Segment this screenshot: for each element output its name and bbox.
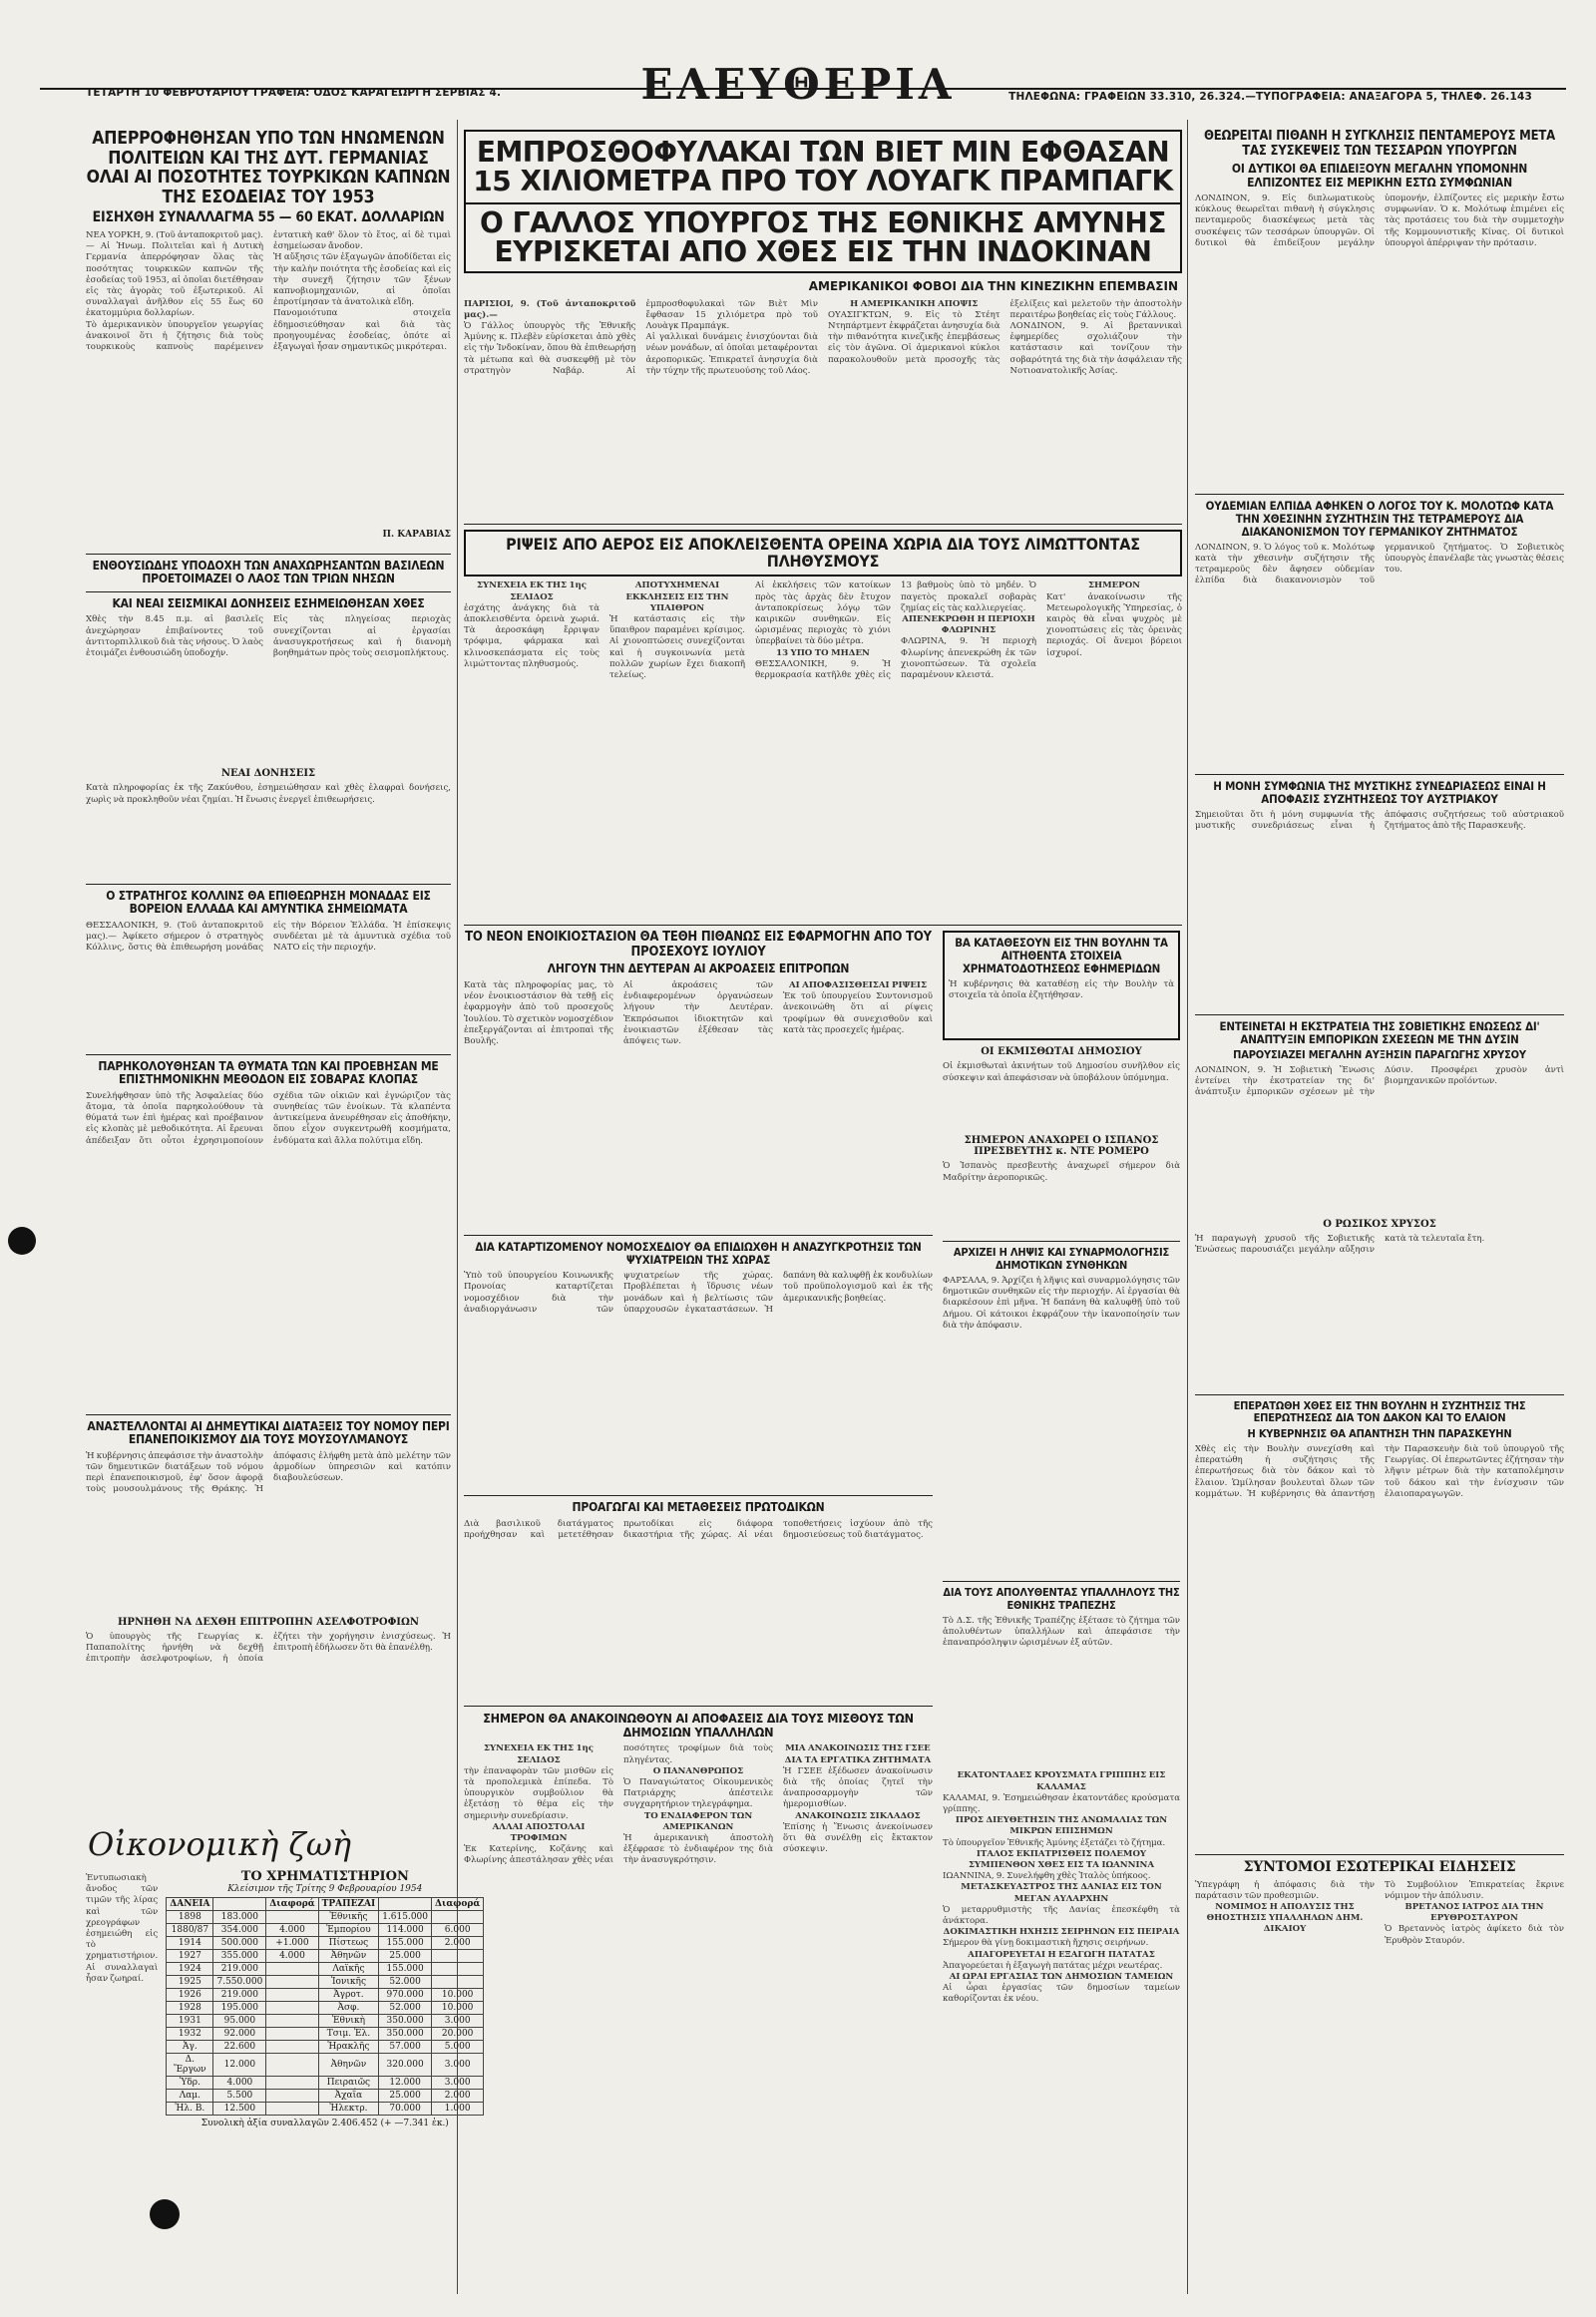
article-body: Ἡ παραγωγὴ χρυσοῦ τῆς Σοβιετικῆς Ἑνώσεως παρουσιάζει μεγάλην αὔξησιν κατὰ τὰ τελευταῖα ἔτη. [1195, 1234, 1485, 1256]
masthead-rule [40, 88, 1566, 90]
headline: ΔΙΑ ΚΑΤΑΡΤΙΖΟΜΕΝΟΥ ΝΟΜΟΣΧΕΔΙΟΥ ΘΑ ΕΠΙΔΙΩΧΘΗ Η ΑΝΑΖΥΓΚΡΟΤΗΣΙΣ ΤΩΝ ΨΥΧΙΑΤΡΕΙΩΝ ΤΗΣ ΧΩΡΑΣ [475, 1240, 922, 1268]
market-date: Κλείσιμον τῆς Τρίτης 9 Φεβρουαρίου 1954 [227, 1884, 423, 1894]
market-cell: 20.000 [432, 2028, 484, 2041]
market-cell: 4.000 [266, 1950, 318, 1963]
subheadline: ΠΑΡΟΥΣΙΑΖΕΙ ΜΕΓΑΛΗΝ ΑΥΞΗΣΙΝ ΠΑΡΑΓΩΓΗΣ ΧΡΥΣΟΥ [1233, 1047, 1526, 1061]
market-cell: 3.000 [432, 2015, 484, 2028]
kicker: ΒΡΕΤΑΝΟΣ ΙΑΤΡΟΣ ΔΙΑ ΤΗΝ ΕΡΥΘΡΟΣΤΑΥΡΟΝ [1404, 1902, 1544, 1924]
col-header: ΤΡΑΠΕΖΑΙ [318, 1898, 379, 1911]
market-cell: 5.000 [432, 2041, 484, 2054]
kicker: ΠΡΟΣ ΔΙΕΥΘΕΤΗΣΙΝ ΤΗΣ ΑΝΩΜΑΛΙΑΣ ΤΩΝ ΜΙΚΡΩΝ ΕΠΙΣΗΜΩΝ [955, 1815, 1168, 1837]
article-body: Χθὲς τὴν 8.45 π.μ. αἱ βασιλεῖς ἀνεχώρησαν ἐπιβαίνοντες τοῦ ἀντιτορπιλλικοῦ διὰ τὰς νήσους. Ὁ λαὸς ἑτοιμάζει ἐνθουσιώδη ὑποδοχήν. Εἰς τὰς πληγείσας περιοχὰς συνεχίζονται αἱ ἐργασίαι ἀνασυγκροτήσεως καὶ ἡ διανομὴ βοηθημάτων πρὸς τοὺς σεισμοπλήκτους. [86, 614, 451, 658]
market-cell: Ἀγροτ. [318, 1989, 379, 2002]
market-cell: Ἰονικῆς [318, 1976, 379, 1989]
masthead-left: ΤΕΤΑΡΤΗ 10 ΦΕΒΡΟΥΑΡΙΟΥ ΓΡΑΦΕΙΑ: ΟΔΟΣ ΚΑΡΑΓΕΩΡΓΗ ΣΕΡΒΙΑΣ 4. [86, 87, 502, 99]
market-cell: Λαϊκῆς [318, 1963, 379, 1976]
article-body: Τὸ Δ.Σ. τῆς Ἐθνικῆς Τραπέζης ἐξέτασε τὸ ζήτημα τῶν ἀπολυθέντων ὑπαλλήλων καὶ ἀπεφάσισε τὴν ἐπαναπρόσληψιν ὡρισμένων ἐξ αὐτῶν. [943, 1616, 1180, 1649]
article-thefts [86, 1060, 451, 1409]
lead-story [464, 299, 1182, 519]
article-body: Κατὰ πληροφορίας ἐκ τῆς Ζακύνθου, ἐσημειώθησαν καὶ χθὲς ἐλαφραὶ δονήσεις, χωρὶς νὰ προκληθοῦν νέαι ζημίαι. Ἡ ἕνωσις ἐνεργεῖ ἐπιθεωρήσεις. [86, 783, 451, 805]
market-cell: 114.000 [379, 1924, 432, 1937]
market-cell: 2.000 [432, 2090, 484, 2103]
market-cell: 1924 [167, 1963, 213, 1976]
market-cell: 1926 [167, 1989, 213, 2002]
market-cell: 25.000 [379, 2090, 432, 2103]
divider [1195, 1854, 1564, 1855]
market-cell: Ἡρακλῆς [318, 2041, 379, 2054]
market-cell: 25.000 [379, 1950, 432, 1963]
market-cell: 183.000 [213, 1911, 266, 1924]
article-body: ΕΚΑΤΟΝΤΑΔΕΣ ΚΡΟΥΣΜΑΤΑ ΓΡΙΠΠΗΣ ΕΙΣ ΚΑΛΑΜΑΣ ΚΑΛΑΜΑΙ, 9. Ἐσημειώθησαν ἑκατοντάδες κρούσματα γρίππης. ΠΡΟΣ ΔΙΕΥΘΕΤΗΣΙΝ ΤΗΣ ΑΝΩΜΑΛΙΑΣ ΤΩΝ ΜΙΚΡΩΝ ΕΠΙΣΗΜΩΝ Τὸ ὑπουργεῖον Ἐθνικῆς Ἀμύνης ἐξετάζει τὸ ζήτημα. ΙΤΑΛΟΣ ΕΚΠΑΤΡΙΣΘΕΙΣ ΠΟΛΕΜΟΥ ΣΥΜΠΕΝΘΟΝ ΧΘΕΣ ΕΙΣ ΤΑ ΙΩΑΝΝΙΝΑ ΙΩΑΝΝΙΝΑ, 9. Συνελήφθη χθὲς Ἰταλὸς ὑπήκοος. ΜΕΤΑΣΚΕΥΑΣΤΡΟΣ ΤΗΣ ΔΑΝΙΑΣ ΕΙΣ ΤΟΝ ΜΕΓΑΝ ΑΥΛΑΡΧΗΝ Ὁ μεταρρυθμιστὴς τῆς Δανίας ἐπεσκέφθη τὰ ἀνάκτορα. ΔΟΚΙΜΑΣΤΙΚΗ ΗΧΗΣΙΣ ΣΕΙΡΗΝΩΝ ΕΙΣ ΠΕΙΡΑΙΑ Σήμερον θὰ γίνῃ δοκιμαστικὴ ἤχησις σειρήνων. ΑΠΑΓΟΡΕΥΕΤΑΙ Η ΕΞΑΓΩΓΗ ΠΑΤΑΤΑΣ Ἀπαγορεύεται ἡ ἐξαγωγὴ πατάτας μέχρι νεωτέρας. ΑΙ ΩΡΑΙ ΕΡΓΑΣΙΑΣ ΤΩΝ ΔΗΜΟΣΙΩΝ ΤΑΜΕΙΩΝ Αἱ ὧραι ἐργασίας τῶν δημοσίων ταμείων καθορίζονται ἐκ νέου. [943, 1770, 1180, 2005]
article-body: Ὁ ὑπουργὸς τῆς Γεωργίας κ. Παπαπολίτης ἠρνήθη νὰ δεχθῇ ἐπιτροπὴν ἀσελφοτροφίων, ἡ ὁποία ἐζήτει τὴν χορήγησιν ἐνισχύσεως. Ἡ ἐπιτροπὴ ἐδήλωσεν ὅτι θὰ ἐπανέλθῃ. [86, 1631, 451, 1665]
market-cell [266, 2002, 318, 2015]
market-cell: Ἐθνικὴ [318, 2015, 379, 2028]
market-row [167, 1950, 484, 1963]
kicker: ΑΠΟΤΥΧΗΜΕΝΑΙ ΕΚΚΛΗΣΕΙΣ ΕΙΣ ΤΗΝ ΥΠΑΙΘΡΟΝ [625, 580, 729, 613]
column-rule [1187, 120, 1188, 2294]
market-cell [266, 2103, 318, 2116]
headline: ΠΑΡΗΚΟΛΟΥΘΗΣΑΝ ΤΑ ΘΥΜΑΤΑ ΤΩΝ ΚΑΙ ΠΡΟΕΒΗΣΑΝ ΜΕ ΕΠΙΣΤΗΜΟΝΙΚΗΝ ΜΕΘΟΔΟΝ ΕΙΣ ΣΟΒΑΡΑΣ ΚΛΟΠΑΣ [98, 1059, 439, 1087]
divider [1195, 774, 1564, 775]
market-table [166, 1897, 484, 2116]
kicker: ΑΠΕΝΕΚΡΩΘΗ Η ΠΕΡΙΟΧΗ ΦΛΩΡΙΝΗΣ [902, 613, 1035, 636]
headline: ΤΟ ΝΕΟΝ ΕΝΟΙΚΙΟΣΤΑΣΙΟΝ ΘΑ ΤΕΘΗ ΠΙΘΑΝΩΣ ΕΙΣ ΕΦΑΡΜΟΓΗΝ ΑΠΟ ΤΟΥ ΠΡΟΣΕΧΟΥΣ ΙΟΥΛΙΟΥ [465, 930, 932, 960]
kicker: ΤΟ ΕΝΔΙΑΦΕΡΟΝ ΤΩΝ ΑΜΕΡΙΚΑΝΩΝ [643, 1810, 753, 1832]
headline: ΘΕΩΡΕΙΤΑΙ ΠΙΘΑΝΗ Η ΣΥΓΚΛΗΣΙΣ ΠΕΝΤΑΜΕΡΟΥΣ ΜΕΤΑ ΤΑΣ ΣΥΣΚΕΨΕΙΣ ΤΩΝ ΤΕΣΣΑΡΩΝ ΥΠΟΥΡΓΩΝ [1203, 129, 1555, 159]
market-cell: 1932 [167, 2028, 213, 2041]
market-row [167, 2015, 484, 2028]
divider [86, 884, 451, 885]
article-body: ΝΕΑ ΥΟΡΚΗ, 9. (Τοῦ ἀνταποκριτοῦ μας).— Αἱ Ἡνωμ. Πολιτεῖαι καὶ ἡ Δυτικὴ Γερμανία ἀπερρόφησαν ὅλας τὰς ποσότητας τουρκικῶν καπνῶν τῆς ἐσοδείας τοῦ 1953, αἱ ὁποῖαι διετέθησαν εἰς τὰς ἀγορὰς τοῦ ἐξωτερικοῦ. Αἱ συναλλαγαὶ ἀνῆλθον εἰς 55 ἕως 60 ἑκατομμύρια δολλαρίων. Τὸ ἀμερικανικὸν ὑπουργεῖον γεωργίας ἀνακοινοῖ ὅτι ἡ ζήτησις διὰ τοὺς τουρκικοὺς καπνοὺς παρέμεινεν ἐντατικὴ καθ' ὅλον τὸ ἔτος, αἱ δὲ τιμαὶ ἐσημείωσαν ἄνοδον. Ἡ αὔξησις τῶν ἐξαγωγῶν ἀποδίδεται εἰς τὴν καλὴν ποιότητα τῆς ἐσοδείας καὶ εἰς τὴν συνεχῆ ζήτησιν τῶν ξένων καπνοβιομηχανιῶν, αἱ ὁποῖαι ἐπροτίμησαν τὰ ἀνατολικὰ εἴδη. Πανομοιότυπα στοιχεῖα ἐδημοσιεύθησαν καὶ διὰ τὰς προηγουμένας ἐσοδείας, ὁπότε αἱ ἐξαγωγαὶ ἦσαν σημαντικῶς μικρότεραι. [86, 230, 451, 353]
market-row [167, 2041, 484, 2054]
article-soviet [1195, 1020, 1564, 1389]
bank-story [943, 1587, 1180, 1766]
kicker: ΣΗΜΕΡΟΝ ΑΝΑΧΩΡΕΙ Ο ΙΣΠΑΝΟΣ ΠΡΕΣΒΕΥΤΗΣ κ. ΝΤΕ ΡΟΜΕΡΟ [964, 1135, 1159, 1158]
salary-story [464, 1712, 933, 2210]
headline: ΑΠΕΡΡΟΦΗΘΗΣΑΝ ΥΠΟ ΤΩΝ ΗΝΩΜΕΝΩΝ ΠΟΛΙΤΕΙΩΝ ΚΑΙ ΤΗΣ ΔΥΤ. ΓΕΡΜΑΝΙΑΣ ΟΛΑΙ ΑΙ ΠΟΣΟΤΗΤΕΣ ΤΟΥΡΚΙΚΩΝ ΚΑΠΝΩΝ ΤΗΣ ΕΣΟΔΕΙΑΣ ΤΟΥ 1953 [86, 129, 451, 207]
article-austria [1195, 780, 1564, 1009]
market-cell [266, 2028, 318, 2041]
market-cell: 52.000 [379, 1976, 432, 1989]
market-cell: 10.000 [432, 1989, 484, 2002]
market-cell: 6.000 [432, 1924, 484, 1937]
market-cell: 10.000 [432, 2002, 484, 2015]
headline: Ο ΣΤΡΑΤΗΓΟΣ ΚΟΛΛΙΝΣ ΘΑ ΕΠΙΘΕΩΡΗΣΗ ΜΟΝΑΔΑΣ ΕΙΣ ΒΟΡΕΙΟΝ ΕΛΛΑΔΑ ΚΑΙ ΑΜΥΝΤΙΚΑ ΣΗΜΕΙΩΜΑΤΑ [106, 889, 431, 917]
col-header: ΔΑΝΕΙΑ [167, 1898, 213, 1911]
market-cell: 155.000 [379, 1963, 432, 1976]
article-parliament [1195, 1400, 1564, 1849]
market-cell: Λαμ. [167, 2090, 213, 2103]
kicker: ΗΡΝΗΘΗ ΝΑ ΔΕΧΘΗ ΕΠΙΤΡΟΠΗΝ ΑΣΕΛΦΟΤΡΟΦΙΩΝ [117, 1616, 420, 1628]
center-lower [464, 931, 1182, 2210]
kicker: ΑΝΑΚΟΙΝΩΣΙΣ ΣΙΚΛΑΔΟΣ [795, 1810, 921, 1821]
promo-story [464, 1501, 933, 1701]
headline: ΡΙΨΕΙΣ ΑΠΟ ΑΕΡΟΣ ΕΙΣ ΑΠΟΚΛΕΙΣΘΕΝΤΑ ΟΡΕΙΝΑ ΧΩΡΙΑ ΔΙΑ ΤΟΥΣ ΛΙΜΩΤΤΟΝΤΑΣ ΠΛΗΘΥΣΜΟΥΣ [506, 534, 1140, 572]
kicker: ΟΙ ΕΚΜΙΣΘΩΤΑΙ ΔΗΜΟΣΙΟΥ [981, 1046, 1142, 1058]
market-cell: 57.000 [379, 2041, 432, 2054]
market-row [167, 1911, 484, 1924]
market-row [167, 2002, 484, 2015]
market-cell [266, 1989, 318, 2002]
article-short-domestic [1195, 1860, 1564, 2189]
market-title: ΤΟ ΧΡΗΜΑΤΙΣΤΗΡΙΟΝ [240, 1869, 409, 1884]
market-cell: 3.000 [432, 2054, 484, 2077]
center-lower-left [464, 931, 933, 2210]
kicker: ΣΗΜΕΡΟΝ [1087, 580, 1141, 591]
subheadline: Η ΚΥΒΕΡΝΗΣΙΣ ΘΑ ΑΠΑΝΤΗΣΗ ΤΗΝ ΠΑΡΑΣΚΕΥΗΝ [1247, 1426, 1512, 1440]
headline: ΒΑ ΚΑΤΑΘΕΣΟΥΝ ΕΙΣ ΤΗΝ ΒΟΥΛΗΝ ΤΑ ΑΙΤΗΘΕΝΤΑ ΣΤΟΙΧΕΙΑ ΧΡΗΜΑΤΟΔΟΤΗΣΕΩΣ ΕΦΗΜΕΡΙΔΩΝ [955, 936, 1168, 976]
headline: ΕΝΘΟΥΣΙΩΔΗΣ ΥΠΟΔΟΧΗ ΤΩΝ ΑΝΑΧΩΡΗΣΑΝΤΩΝ ΒΑΣΙΛΕΩΝ ΠΡΟΕΤΟΙΜΑΖΕΙ Ο ΛΑΟΣ ΤΩΝ ΤΡΙΩΝ ΝΗΣΩΝ [92, 559, 445, 586]
column-center [464, 130, 1182, 2210]
divider [464, 1495, 933, 1496]
divider [1195, 494, 1564, 495]
market-cell: 1.000 [432, 2103, 484, 2116]
lead-headline: ΕΜΠΡΟΣΘΟΦΥΛΑΚΑΙ ΤΩΝ ΒΙΕΤ ΜΙΝ ΕΦΘΑΣΑΝ 15 ΧΙΛΙΟΜΕΤΡΑ ΠΡΟ ΤΟΥ ΛΟΥΑΓΚ ΠΡΑΜΠΑΓΚ [473, 136, 1173, 198]
lead-story-headline-2 [464, 204, 1182, 273]
col-header [379, 1898, 432, 1911]
market-row [167, 2028, 484, 2041]
market-cell: 195.000 [213, 2002, 266, 2015]
market-cell: 219.000 [213, 1989, 266, 2002]
kicker: ΜΕΤΑΣΚΕΥΑΣΤΡΟΣ ΤΗΣ ΔΑΝΙΑΣ ΕΙΣ ΤΟΝ ΜΕΓΑΝ ΑΥΛΑΡΧΗΝ [961, 1882, 1162, 1904]
kicker: Η ΑΜΕΡΙΚΑΝΙΚΗ ΑΠΟΨΙΣ [850, 298, 979, 309]
kicker: ΙΤΑΛΟΣ ΕΚΠΑΤΡΙΣΘΕΙΣ ΠΟΛΕΜΟΥ ΣΥΜΠΕΝΘΟΝ ΧΘΕΣ ΕΙΣ ΤΑ ΙΩΑΝΝΙΝΑ [968, 1848, 1155, 1870]
market-cell: 350.000 [379, 2028, 432, 2041]
kicker: ΣΥΝΕΧΕΙΑ ΕΚ ΤΗΣ 1ης ΣΕΛΙΔΟΣ [483, 1743, 595, 1765]
divider [1195, 1394, 1564, 1395]
article-body: Κατὰ τὰς πληροφορίας μας, τὸ νέον ἐνοικιοστάσιον θὰ τεθῇ εἰς ἐφαρμογὴν ἀπὸ τοῦ προσεχοῦς Ἰουλίου. Τὸ σχετικὸν νομοσχέδιον ἐπεξεργάζονται αἱ ἐπιτροπαὶ τῆς Βουλῆς. Αἱ ἀκροάσεις τῶν ἐνδιαφερομένων ὀργανώσεων λήγουν τὴν Δευτέραν. Ἐκπρόσωποι ἰδιοκτητῶν καὶ ἐνοικιαστῶν ἐξέθεσαν τὰς ἀπόψεις των. ΑΙ ΑΠΟΦΑΣΙΣΘΕΙΣΑΙ ΡΙΨΕΙΣ Ἐκ τοῦ ὑπουργείου Συντονισμοῦ ἀνεκοινώθη ὅτι αἱ ρίψεις τροφίμων θὰ συνεχισθοῦν καὶ κατὰ τὰς προσεχεῖς ἡμέρας. [464, 979, 933, 1046]
kicker: 13 ΥΠΟ ΤΟ ΜΗΔΕΝ [776, 647, 870, 658]
market-cell: 355.000 [213, 1950, 266, 1963]
headline: ΠΡΟΑΓΩΓΑΙ ΚΑΙ ΜΕΤΑΘΕΣΕΙΣ ΠΡΩΤΟΔΙΚΩΝ [572, 1500, 825, 1515]
kicker: ΑΙ ΩΡΑΙ ΕΡΓΑΣΙΑΣ ΤΩΝ ΔΗΜΟΣΙΩΝ ΤΑΜΕΙΩΝ [949, 1972, 1174, 1983]
market-cell: 1914 [167, 1937, 213, 1950]
divider [86, 1054, 451, 1055]
market-row [167, 2054, 484, 2077]
market-cell: 52.000 [379, 2002, 432, 2015]
market-cell: 1927 [167, 1950, 213, 1963]
punch-hole [8, 1227, 36, 1255]
lead-story-headline [464, 130, 1182, 204]
market-cell: Δ. Ἔργων [167, 2054, 213, 2077]
market-cell: Τσιμ. Ἑλ. [318, 2028, 379, 2041]
headline: ΟΥΔΕΜΙΑΝ ΕΛΠΙΔΑ ΑΦΗΚΕΝ Ο ΛΟΓΟΣ ΤΟΥ Κ. ΜΟΛΟΤΩΦ ΚΑΤΑ ΤΗΝ ΧΘΕΣΙΝΗΝ ΣΥΖΗΤΗΣΙΝ ΤΗΣ ΤΕΤΡΑΜΕΡΟΥΣ ΔΙΑ ΔΙΑΚΑΝΟΝΙΣΜΟΝ ΤΟΥ ΓΕΡΜΑΝΙΚΟΥ ΖΗΤΗΜΑΤΟΣ [1205, 499, 1554, 539]
divider [464, 524, 1182, 525]
article-body: Ὑπὸ τοῦ ὑπουργείου Κοινωνικῆς Προνοίας καταρτίζεται νομοσχέδιον διὰ τὴν ἀναδιοργάνωσιν τῶν ψυχιατρείων τῆς χώρας. Προβλέπεται ἡ ἵδρυσις νέων μονάδων καὶ ἡ βελτίωσις τῶν ὑπαρχουσῶν ἐγκαταστάσεων. Ἡ δαπάνη θὰ καλυφθῇ ἐκ κονδυλίων τοῦ προϋπολογισμοῦ καὶ ἐκ τῆς ἀμερικανικῆς βοηθείας. [464, 1271, 933, 1315]
market-cell [266, 1963, 318, 1976]
market-cell: 12.000 [213, 2054, 266, 2077]
market-cell: 1931 [167, 2015, 213, 2028]
short-news [943, 1770, 1180, 2199]
market-row [167, 1924, 484, 1937]
food-story-headline [464, 530, 1182, 578]
market-cell: 7.550.000 [213, 1976, 266, 1989]
market-cell [266, 1976, 318, 1989]
col-header: Διαφορά [432, 1898, 484, 1911]
market-total: Συνολικὴ ἀξία συναλλαγῶν 2.406.452 (+ —7.341 ἐκ.) [200, 2119, 449, 2128]
market-cell [266, 2041, 318, 2054]
kicker: ΔΟΚΙΜΑΣΤΙΚΗ ΗΧΗΣΙΣ ΣΕΙΡΗΝΩΝ ΕΙΣ ΠΕΙΡΑΙΑ [943, 1927, 1180, 1938]
article-body: Οἱ ἐκμισθωταὶ ἀκινήτων τοῦ Δημοσίου συνῆλθον εἰς σύσκεψιν καὶ ἀπεφάσισαν νὰ ὑποβάλουν ὑπόμνημα. [943, 1061, 1180, 1083]
divider [464, 1706, 933, 1707]
article-tobacco [86, 130, 451, 549]
market-cell: 354.000 [213, 1924, 266, 1937]
market-cell: 350.000 [379, 2015, 432, 2028]
article-body: Σημειοῦται ὅτι ἡ μόνη συμφωνία τῆς μυστικῆς συνεδριάσεως εἶναι ἡ ἀπόφασις συζητήσεως τοῦ αὐστριακοῦ ζητήματος ἀπὸ τῆς Παρασκευῆς. [1195, 809, 1564, 831]
headline: ΑΡΧΙΖΕΙ Η ΛΗΨΙΣ ΚΑΙ ΣΥΝΑΡΜΟΛΟΓΗΣΙΣ ΔΗΜΟΤΙΚΩΝ ΣΥΝΘΗΚΩΝ [953, 1246, 1170, 1272]
market-cell: Πειραιῶς [318, 2077, 379, 2090]
rent-story [464, 931, 933, 1230]
article-body: Διὰ βασιλικοῦ διατάγματος προήχθησαν καὶ μετετέθησαν πρωτοδίκαι εἰς διάφορα δικαστήρια τῆς χώρας. Αἱ νέαι τοποθετήσεις ἰσχύουν ἀπὸ τῆς δημοσιεύσεως τοῦ διατάγματος. [464, 1518, 933, 1541]
article-body: ΠΑΡΙΣΙΟΙ, 9. (Τοῦ ἀνταποκριτοῦ μας).— Ὁ Γάλλος ὑπουργὸς τῆς Ἐθνικῆς Ἀμύνης κ. Πλεβὲν εὑρίσκεται ἀπὸ χθὲς εἰς τὴν Ἰνδοκίναν, ὅπου θὰ ἐπιθεωρήσῃ τὰ μέτωπα καὶ θὰ συσκεφθῇ μὲ τὸν στρατηγὸν Ναβάρ. Αἱ ἐμπροσθοφυλακαὶ τῶν Βιὲτ Μὶν ἔφθασαν 15 χιλιόμετρα πρὸ τοῦ Λουὰγκ Πραμπάγκ. Αἱ γαλλικαὶ δυνάμεις ἐνισχύονται διὰ νέων μονάδων, αἱ ὁποῖαι μεταφέρονται ἀεροπορικῶς. Ἐπικρατεῖ ἀνησυχία διὰ τὴν τύχην τῆς πρωτευούσης τοῦ Λάος. Η ΑΜΕΡΙΚΑΝΙΚΗ ΑΠΟΨΙΣ ΟΥΑΣΙΓΚΤΩΝ, 9. Εἰς τὸ Στέητ Ντηπάρτμεντ ἐκφράζεται ἀνησυχία διὰ τὴν πιθανότητα κινεζικῆς ἐπεμβάσεως εἰς τὸν ἀγῶνα. Οἱ ἀμερικανοὶ κύκλοι παρακολουθοῦν μετὰ προσοχῆς τὰς ἐξελίξεις καὶ μελετοῦν τὴν ἀποστολὴν περαιτέρω βοηθείας εἰς τοὺς Γάλλους. ΛΟΝΔΙΝΟΝ, 9. Αἱ βρεταννικαὶ ἐφημερίδες σχολιάζουν τὴν κατάστασιν καὶ τονίζουν τὴν σοβαρότητά της διὰ τὴν ἀσφάλειαν τῆς Νοτιοανατολικῆς Ἀσίας. [464, 298, 1182, 376]
market-cell: 12.500 [213, 2103, 266, 2116]
market-cell: 95.000 [213, 2015, 266, 2028]
column-left [86, 129, 481, 2264]
article-molotov [1195, 500, 1564, 769]
market-cell: 1880/87 [167, 1924, 213, 1937]
market-cell: 4.000 [213, 2077, 266, 2090]
article-body: ΛΟΝΔΙΝΟΝ, 9. Εἰς διπλωματικοὺς κύκλους θεωρεῖται πιθανὴ ἡ σύγκλησις πενταμεροῦς διασκέψεως μετὰ τὰς συσκέψεις τῶν τεσσάρων ὑπουργῶν. Οἱ δυτικοὶ θὰ ἐπιδείξουν μεγάλην ὑπομονήν, ἐλπίζοντες εἰς μερικὴν ἔστω συμφωνίαν. Ὁ κ. Μολότωφ ἐπιμένει εἰς τὰς προτάσεις του διὰ τὴν συμμετοχὴν τῆς Κομμουνιστικῆς Κίνας. Οἱ δυτικοὶ ὑπουργοὶ ἀπέρριψαν τὴν πρότασιν. [1195, 193, 1564, 248]
market-cell: Ὑδρ. [167, 2077, 213, 2090]
kicker: ΣΥΝΕΧΕΙΑ ΕΚ ΤΗΣ 1ης ΣΕΛΙΔΟΣ [476, 580, 588, 602]
market-cell: 1928 [167, 2002, 213, 2015]
kicker: ΑΛΛΑΙ ΑΠΟΣΤΟΛΑΙ ΤΡΟΦΙΜΩΝ [492, 1821, 586, 1843]
article-body: ΛΟΝΔΙΝΟΝ, 9. Ὁ λόγος τοῦ κ. Μολότωφ κατὰ τὴν χθεσινὴν συζήτησιν τῆς τετραμεροῦς δὲν ἄφησεν οὐδεμίαν ἐλπίδα διὰ διακανονισμὸν τοῦ γερμανικοῦ ζητήματος. Ὁ Σοβιετικὸς ὑπουργὸς ἐπανέλαβε τὰς γνωστὰς θέσεις του. [1195, 542, 1564, 586]
market-cell: Ἠλεκτρ. [318, 2103, 379, 2116]
lead-subheadline: ΑΜΕΡΙΚΑΝΙΚΟΙ ΦΟΒΟΙ ΔΙΑ ΤΗΝ ΚΙΝΕΖΙΚΗΝ ΕΠΕΜΒΑΣΙΝ [808, 278, 1178, 293]
headline: Η ΜΟΝΗ ΣΥΜΦΩΝΙΑ ΤΗΣ ΜΥΣΤΙΚΗΣ ΣΥΝΕΔΡΙΑΣΕΩΣ ΕΙΝΑΙ Η ΑΠΟΦΑΣΙΣ ΣΥΖΗΤΗΣΕΩΣ ΤΟΥ ΑΥΣΤΡΙΑΚΟΥ [1213, 779, 1546, 806]
market-cell: 92.000 [213, 2028, 266, 2041]
market-cell: +1.000 [266, 1937, 318, 1950]
article-muslims [86, 1420, 451, 1819]
headline: ΕΠΕΡΑΤΩΘΗ ΧΘΕΣ ΕΙΣ ΤΗΝ ΒΟΥΛΗΝ Η ΣΥΖΗΤΗΣΙΣ ΤΗΣ ΕΠΕΡΩΤΗΣΕΩΣ ΔΙΑ ΤΟΝ ΔΑΚΟΝ ΚΑΙ ΤΟ ΕΛΑΙΟΝ [1233, 1399, 1526, 1425]
subheadline: ΚΑΙ ΝΕΑΙ ΣΕΙΣΜΙΚΑΙ ΔΟΝΗΣΕΙΣ ΕΣΗΜΕΙΩΘΗΣΑΝ ΧΘΕΣ [112, 595, 425, 610]
article-pentamerous [1195, 130, 1564, 489]
arx-story [943, 1247, 1180, 1576]
section-title: Οἰκονομικὴ ζωὴ [88, 1825, 352, 1863]
kicker: ΕΚΑΤΟΝΤΑΔΕΣ ΚΡΟΥΣΜΑΤΑ ΓΡΙΠΠΗΣ ΕΙΣ ΚΑΛΑΜΑΣ [957, 1770, 1166, 1792]
food-story [464, 580, 1182, 920]
heat-story [464, 1241, 933, 1490]
article-body: ΘΕΣΣΑΛΟΝΙΚΗ, 9. (Τοῦ ἀνταποκριτοῦ μας).— Ἀφίκετο σήμερον ὁ στρατηγὸς Κόλλινς, ὅστις θὰ ἐπιθεωρήση μονάδας εἰς τὴν Βόρειον Ἑλλάδα. Ἡ ἐπίσκεψις συνδέεται μὲ τὰ ἀμυντικὰ σχέδια τοῦ ΝΑΤΟ εἰς τὴν περιοχήν. [86, 920, 451, 954]
market-cell: Ἀθηνῶν [318, 1950, 379, 1963]
market-cell: 5.500 [213, 2090, 266, 2103]
column-right [1195, 130, 1564, 2189]
byline: Π. ΚΑΡΑΒΙΑΣ [382, 530, 451, 541]
divider [86, 591, 451, 592]
headline: ΣΥΝΤΟΜΟΙ ΕΣΩΤΕΡΙΚΑΙ ΕΙΔΗΣΕΙΣ [1243, 1859, 1516, 1875]
market-cell: 155.000 [379, 1937, 432, 1950]
divider [464, 925, 1182, 926]
market-row [167, 2103, 484, 2116]
article-body: Ἐντυπωσιακὴ ἄνοδος τῶν τιμῶν τῆς λίρας καὶ τῶν χρεογράφων ἐσημειώθη εἰς τὸ χρηματιστήριον. Αἱ συναλλαγαὶ ἦσαν ζωηραί. [86, 1873, 159, 1984]
market-row [167, 1963, 484, 1976]
market-cell: 12.000 [379, 2077, 432, 2090]
headline: ΣΗΜΕΡΟΝ ΘΑ ΑΝΑΚΟΙΝΩΘΟΥΝ ΑΙ ΑΠΟΦΑΣΕΙΣ ΔΙΑ ΤΟΥΣ ΜΙΣΘΟΥΣ ΤΩΝ ΔΗΜΟΣΙΩΝ ΥΠΑΛΛΗΛΩΝ [483, 1711, 914, 1740]
kicker: ΝΕΑΙ ΔΟΝΗΣΕΙΣ [220, 768, 316, 780]
kicker: ΝΟΜΙΜΟΣ Η ΑΠΟΛΥΣΙΣ ΤΗΣ ΘΗΟΣΤΗΣΙΣ ΥΠΑΛΛΗΛΩΝ ΔΗΜ. ΔΙΚΑΙΟΥ [1206, 1902, 1364, 1935]
kicker: ΜΙΑ ΑΝΑΚΟΙΝΩΣΙΣ ΤΗΣ ΓΣΕΕ ΔΙΑ ΤΑ ΕΡΓΑΤΙΚΑ ΖΗΤΗΜΑΤΑ [784, 1743, 932, 1765]
article-body: Χθὲς εἰς τὴν Βουλὴν συνεχίσθη καὶ ἐπερατώθη ἡ συζήτησις τῆς ἐπερωτήσεως διὰ τὸν δάκον καὶ τὸ ἔλαιον. Ὡμίλησαν βουλευταὶ ὅλων τῶν κομμάτων. Ἡ κυβέρνησις θὰ ἀπαντήσῃ τὴν Παρασκευὴν διὰ τοῦ ὑπουργοῦ τῆς Γεωργίας. Οἱ ἐπερωτῶντες ἐζήτησαν τὴν λῆψιν μέτρων διὰ τὴν καταπολέμησιν τοῦ δάκου καὶ τὴν ἐνίσχυσιν τῶν ἐλαιοπαραγωγῶν. [1195, 1443, 1564, 1499]
market-row [167, 1937, 484, 1950]
market-cell: 1.615.000 [379, 1911, 432, 1924]
market-cell: Ἀχαΐα [318, 2090, 379, 2103]
market-cell [266, 2077, 318, 2090]
market-cell: 1925 [167, 1976, 213, 1989]
divider [86, 554, 451, 555]
headline: ΔΙΑ ΤΟΥΣ ΑΠΟΛΥΘΕΝΤΑΣ ΥΠΑΛΛΗΛΟΥΣ ΤΗΣ ΕΘΝΙΚΗΣ ΤΡΑΠΕΖΗΣ [943, 1586, 1180, 1612]
market-cell: 70.000 [379, 2103, 432, 2116]
market-cell: Ἐθνικῆς [318, 1911, 379, 1924]
article-body: Ἡ κυβέρνησις ἀπεφάσισε τὴν ἀναστολὴν τῶν δημευτικῶν διατάξεων τοῦ νόμου περὶ ἐπανεποικισμοῦ, ἐφ' ὅσον ἀφορᾷ τοὺς μουσουλμάνους τῆς Θράκης. Ἡ ἀπόφασις ἐλήφθη μετὰ ἀπὸ μελέτην τῶν ἁρμοδίων ὑπηρεσιῶν καὶ κατόπιν διαβουλεύσεων. [86, 1450, 451, 1495]
headline: ΕΝΤΕΙΝΕΤΑΙ Η ΕΚΣΤΡΑΤΕΙΑ ΤΗΣ ΣΟΒΙΕΤΙΚΗΣ ΕΝΩΣΕΩΣ ΔΙ' ΑΝΑΠΤΥΞΙΝ ΕΜΠΟΡΙΚΩΝ ΣΧΕΣΕΩΝ ΜΕ ΤΗΝ ΔΥΣΙΝ [1219, 1019, 1540, 1046]
market-cell: 219.000 [213, 1963, 266, 1976]
market-cell: 22.600 [213, 2041, 266, 2054]
market-cell: 4.000 [266, 1924, 318, 1937]
kicker: ΑΙ ΑΠΟΦΑΣΙΣΘΕΙΣΑΙ ΡΙΨΕΙΣ [788, 979, 928, 990]
kicker: ΑΠΑΓΟΡΕΥΕΤΑΙ Η ΕΞΑΓΩΓΗ ΠΑΤΑΤΑΣ [968, 1949, 1155, 1960]
market-cell: Ἐμπορίου [318, 1924, 379, 1937]
subheadline: ΛΗΓΟΥΝ ΤΗΝ ΔΕΥΤΕΡΑΝ ΑΙ ΑΚΡΟΑΣΕΙΣ ΕΠΙΤΡΟΠΩΝ [547, 962, 850, 976]
market-cell: 2.000 [432, 1937, 484, 1950]
market-cell: Ἠλ. Β. [167, 2103, 213, 2116]
article-body: Ὑπεγράφη ἡ ἀπόφασις διὰ τὴν παράτασιν τῶν προθεσμιῶν. ΝΟΜΙΜΟΣ Η ΑΠΟΛΥΣΙΣ ΤΗΣ ΘΗΟΣΤΗΣΙΣ ΥΠΑΛΛΗΛΩΝ ΔΗΜ. ΔΙΚΑΙΟΥ Τὸ Συμβούλιον Ἐπικρατείας ἔκρινε νόμιμον τὴν ἀπόλυσιν. ΒΡΕΤΑΝΟΣ ΙΑΤΡΟΣ ΔΙΑ ΤΗΝ ΕΡΥΘΡΟΣΤΑΥΡΟΝ Ὁ Βρεταννὸς ἰατρὸς ἀφίκετο διὰ τὸν Ἐρυθρὸν Σταυρόν. [1195, 1879, 1564, 1946]
market-row [167, 1989, 484, 2002]
market-cell: Ἀγ. [167, 2041, 213, 2054]
kicker: Ο ΠΑΝΑΝΘΡΩΠΟΣ [652, 1765, 744, 1776]
article-kings [86, 560, 451, 879]
market-cell: Πίστεως [318, 1937, 379, 1950]
masthead-title: ΕΛΕΥΘΕΡΙΑ [640, 60, 956, 109]
article-body: Ἡ κυβέρνησις θὰ καταθέσῃ εἰς τὴν Βουλὴν τὰ στοιχεῖα τὰ ὁποῖα ἐζητήθησαν. [949, 979, 1174, 1001]
article-body: Συνελήφθησαν ὑπὸ τῆς Ἀσφαλείας δύο ἄτομα, τὰ ὁποῖα παρηκολούθουν τὰ θύματά των ἐπὶ ἡμέρας καὶ προέβαινον εἰς κλοπὰς μὲ μεθοδικότητα. Αἱ ἔρευναι ἀπέδειξαν ὅτι οὗτοι ἐχρησιμοποίουν σχέδια τῶν οἰκιῶν καὶ ἐγνώριζον τὰς συνηθείας τῶν ἐνοίκων. Τὰ κλαπέντα ἀντικείμενα ἀνευρέθησαν εἰς ἀποθήκην, ὅπου εἶχον συγκεντρωθῆ κοσμήματα, ἐνδύματα καὶ ἄλλα πολύτιμα εἴδη. [86, 1090, 451, 1146]
subheadline: ΟΙ ΔΥΤΙΚΟΙ ΘΑ ΕΠΙΔΕΙΞΟΥΝ ΜΕΓΑΛΗΝ ΥΠΟΜΟΝΗΝ ΕΛΠΙΖΟΝΤΕΣ ΕΙΣ ΜΕΡΙΚΗΝ ΕΣΤΩ ΣΥΜΦΩΝΙΑΝ [1231, 162, 1528, 190]
col-header [213, 1898, 266, 1911]
kicker: Ο ΡΩΣΙΚΟΣ ΧΡΥΣΟΣ [1323, 1219, 1436, 1231]
masthead-right: ΤΗΛΕΦΩΝΑ: ΓΡΑΦΕΙΩΝ 33.310, 26.324.—ΤΥΠΟΓΡΑΦΕΙΑ: ΑΝΑΞΑΓΟΡΑ 5, ΤΗΛΕΦ. 26.143 [1008, 91, 1532, 103]
lessees-story [943, 1046, 1180, 1236]
divider [943, 1581, 1180, 1582]
market-cell: Ἀθηνῶν [318, 2054, 379, 2077]
market-cell: 3.000 [432, 2077, 484, 2090]
market-cell: 1898 [167, 1911, 213, 1924]
article-body: ΦΑΡΣΑΛΑ, 9. Ἀρχίζει ἡ λῆψις καὶ συναρμολόγησις τῶν δημοτικῶν συνθηκῶν εἰς τὴν περιοχήν. Αἱ ἐργασίαι θὰ διαρκέσουν ἐπὶ μῆνα. Ἡ δαπάνη θὰ καλυφθῇ ὑπὸ τοῦ Δήμου. Οἱ κάτοικοι ἐκφράζουν τὴν ἱκανοποίησίν των διὰ τὴν ἀπόφασιν. [943, 1276, 1180, 1331]
article-body: Ὁ Ἱσπανὸς πρεσβευτὴς ἀναχωρεῖ σήμερον διὰ Μαδρίτην ἀεροπορικῶς. [943, 1161, 1180, 1183]
headline: ΑΝΑΣΤΕΛΛΟΝΤΑΙ ΑΙ ΔΗΜΕΥΤΙΚΑΙ ΔΙΑΤΑΞΕΙΣ ΤΟΥ ΝΟΜΟΥ ΠΕΡΙ ΕΠΑΝΕΠΟΙΚΙΣΜΟΥ ΔΙΑ ΤΟΥΣ ΜΟΥΣΟΥΛΜΑΝΟΥΣ [87, 1419, 450, 1447]
divider [86, 1414, 451, 1415]
article-collins [86, 890, 451, 1049]
lead-headline-2: Ο ΓΑΛΛΟΣ ΥΠΟΥΡΓΟΣ ΤΗΣ ΕΘΝΙΚΗΣ ΑΜΥΝΗΣ ΕΥΡΙΣΚΕΤΑΙ ΑΠΟ ΧΘΕΣ ΕΙΣ ΤΗΝ ΙΝΔΟΚΙΝΑΝ [480, 205, 1166, 269]
divider [1195, 1014, 1564, 1015]
market-cell: Ἀσφ. [318, 2002, 379, 2015]
subheadline: ΕΙΣΗΧΘΗ ΣΥΝΑΛΛΑΓΜΑ 55 — 60 ΕΚΑΤ. ΔΟΛΛΑΡΙΩΝ [92, 209, 445, 226]
divider [943, 1241, 1180, 1242]
col-header: Διαφορά [266, 1898, 318, 1911]
market-row [167, 1976, 484, 1989]
market-cell [266, 1911, 318, 1924]
economy-section [86, 1825, 481, 2264]
market-cell: 970.000 [379, 1989, 432, 2002]
dateline: ΠΑΡΙΣΙΟΙ, 9. (Τοῦ ἀνταποκριτοῦ μας).— [464, 298, 636, 320]
article-body: ΛΟΝΔΙΝΟΝ, 9. Ἡ Σοβιετικὴ Ἕνωσις ἐντείνει τὴν ἐκστρατείαν της δι' ἀνάπτυξιν ἐμπορικῶν σχέσεων μὲ τὴν Δύσιν. Προσφέρει χρυσὸν ἀντὶ βιομηχανικῶν προϊόντων. [1195, 1065, 1564, 1098]
market-cell [266, 2054, 318, 2077]
center-lower-right [943, 931, 1180, 2210]
market-cell [266, 2015, 318, 2028]
market-row [167, 2077, 484, 2090]
market-row [167, 2090, 484, 2103]
market-cell [266, 2090, 318, 2103]
market-cell: 320.000 [379, 2054, 432, 2077]
books-story [943, 931, 1180, 1040]
article-body: ΣΥΝΕΧΕΙΑ ΕΚ ΤΗΣ 1ης ΣΕΛΙΔΟΣ ἐσχάτης ἀνάγκης διὰ τὰ ἀποκλεισθέντα ὀρεινὰ χωριά. Τὰ ἀεροσκάφη ἔρριψαν τρόφιμα, φάρμακα καὶ κλινοσκεπάσματα εἰς τοὺς λιμώττοντας πληθυσμούς. ΑΠΟΤΥΧΗΜΕΝΑΙ ΕΚΚΛΗΣΕΙΣ ΕΙΣ ΤΗΝ ΥΠΑΙΘΡΟΝ Ἡ κατάστασις εἰς τὴν ὕπαιθρον παραμένει κρίσιμος. Αἱ χιονοπτώσεις συνεχίζονται καὶ ἡ συγκοινωνία μετὰ πολλῶν χωρίων ἔχει διακοπῆ τελείως. Αἱ ἐκκλήσεις τῶν κατοίκων πρὸς τὰς ἀρχὰς δὲν ἔτυχον ἀνταποκρίσεως λόγῳ τῶν καιρικῶν συνθηκῶν. Εἰς ὡρισμένας περιοχὰς τὸ χιόνι ὑπερβαίνει τὰ δύο μέτρα. 13 ΥΠΟ ΤΟ ΜΗΔΕΝ ΘΕΣΣΑΛΟΝΙΚΗ, 9. Ἡ θερμοκρασία κατῆλθε χθὲς εἰς 13 βαθμοὺς ὑπὸ τὸ μηδέν. Ὁ παγετὸς προκαλεῖ σοβαρὰς ζημίας εἰς τὰς καλλιεργείας. ΑΠΕΝΕΚΡΩΘΗ Η ΠΕΡΙΟΧΗ ΦΛΩΡΙΝΗΣ ΦΛΩΡΙΝΑ, 9. Ἡ περιοχὴ Φλωρίνης ἀπενεκρώθη ἐκ τῶν χιονοπτώσεων. Τὰ σχολεῖα παραμένουν κλειστά. ΣΗΜΕΡΟΝ Κατ' ἀνακοίνωσιν τῆς Μετεωρολογικῆς Ὑπηρεσίας, ὁ καιρὸς θὰ εἶναι ψυχρὸς μὲ χιονοπτώσεις εἰς τὰς ὀρεινὰς περιοχάς. Οἱ ἄνεμοι βόρειοι ἰσχυροί. [464, 580, 1182, 680]
divider [464, 1235, 933, 1236]
market-cell: 500.000 [213, 1937, 266, 1950]
article-body: ΣΥΝΕΧΕΙΑ ΕΚ ΤΗΣ 1ης ΣΕΛΙΔΟΣ τὴν ἐπαναφορὰν τῶν μισθῶν εἰς τὰ προπολεμικὰ ἐπίπεδα. Τὸ ὑπουργικὸν συμβούλιον θὰ ἐξετάσῃ τὸ θέμα εἰς τὴν σημερινὴν συνεδρίασιν. ΑΛΛΑΙ ΑΠΟΣΤΟΛΑΙ ΤΡΟΦΙΜΩΝ Ἐκ Κατερίνης, Κοζάνης καὶ Φλωρίνης ἀπεστάλησαν χθὲς νέαι ποσότητες τροφίμων διὰ τοὺς πληγέντας. Ο ΠΑΝΑΝΘΡΩΠΟΣ Ὁ Παναγιώτατος Οἰκουμενικὸς Πατριάρχης ἀπέστειλε συγχαρητήριον τηλεγράφημα. ΤΟ ΕΝΔΙΑΦΕΡΟΝ ΤΩΝ ΑΜΕΡΙΚΑΝΩΝ Ἡ ἀμερικανικὴ ἀποστολὴ ἐξέφρασε τὸ ἐνδιαφέρον της διὰ τὴν ἀνασυγκρότησιν. ΜΙΑ ΑΝΑΚΟΙΝΩΣΙΣ ΤΗΣ ΓΣΕΕ ΔΙΑ ΤΑ ΕΡΓΑΤΙΚΑ ΖΗΤΗΜΑΤΑ Ἡ ΓΣΕΕ ἐξέδωσεν ἀνακοίνωσιν διὰ τῆς ὁποίας ζητεῖ τὴν ἀναπροσαρμογὴν τῶν ἡμερομισθίων. ΑΝΑΚΟΙΝΩΣΙΣ ΣΙΚΛΑΔΟΣ Ἐπίσης ἡ Ἕνωσις ἀνεκοίνωσεν ὅτι θὰ συνέλθῃ εἰς ἔκτακτον σύσκεψιν. [464, 1743, 933, 1866]
